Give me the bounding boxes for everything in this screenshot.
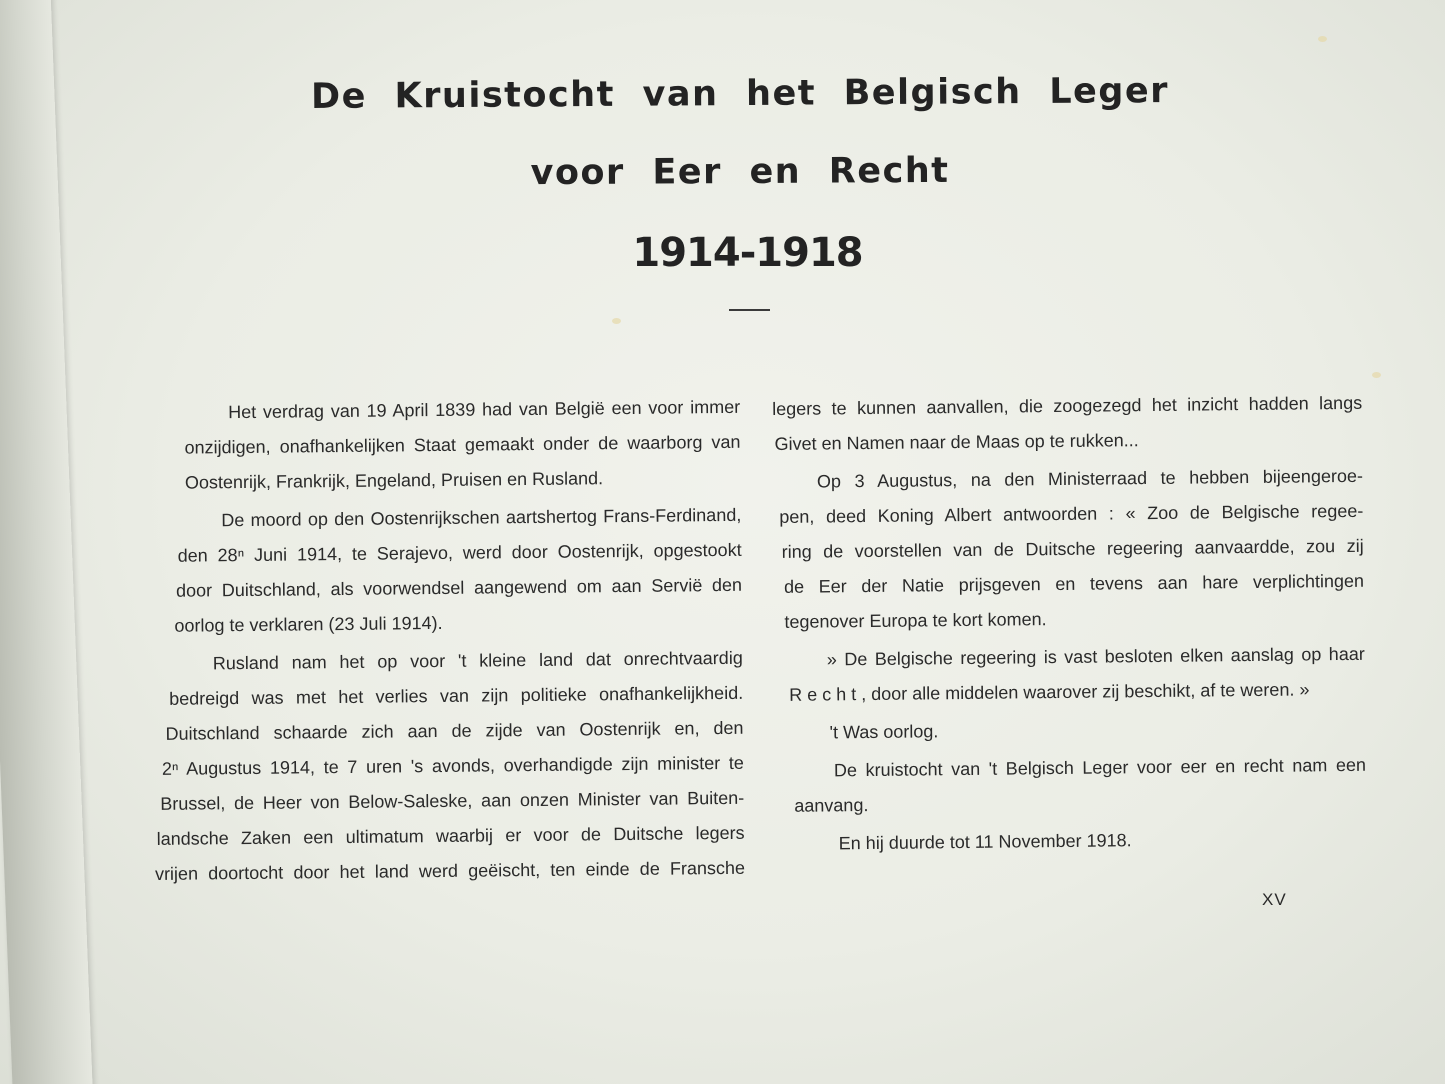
title-years: 1914-1918 xyxy=(632,230,863,276)
page-number: XV xyxy=(1262,890,1287,909)
text-line: De kruistocht van 't Belgisch Leger voor eer en recht nam een xyxy=(833,754,1367,781)
text-line: Op 3 Augustus, na den Ministerraad te hebben bijeengeroe- xyxy=(816,465,1364,492)
paper-stain xyxy=(612,318,621,324)
text-line: En hij duurde tot 11 November 1918. xyxy=(838,830,1132,854)
text-line: door Duitschland, als voorwendsel aangewend om aan Servië den xyxy=(175,574,743,601)
title-line-1: De Kruistocht van het Belgisch Leger xyxy=(310,71,1170,117)
text-line: vrijen doortocht door het land werd geëischt, ten einde de Fransche xyxy=(154,857,746,884)
text-line: Rusland nam het op voor 't kleine land dat onrechtvaardig xyxy=(212,647,743,674)
paper-stain xyxy=(1318,36,1327,42)
text-line: De moord op den Oostenrijkschen aartshertog Frans-Ferdinand, xyxy=(221,504,742,531)
text-line: onzijdigen, onafhankelijken Staat gemaakt onder de waarborg van xyxy=(184,431,741,458)
text-line: de Eer der Natie prijsgeven en tevens aan hare verplichtingen xyxy=(783,570,1365,597)
text-line: Duitschland schaarde zich aan de zijde van Oostenrijk en, den xyxy=(165,717,744,744)
text-line: landsche Zaken een ultimatum waarbij er voor de Duitsche legers xyxy=(156,822,745,849)
right-column xyxy=(772,386,1367,862)
text-line: 't Was oorlog. xyxy=(829,721,939,743)
text-line: bedreigd was met het verlies van zijn politieke onafhankelijkheid. xyxy=(169,682,744,709)
text-line: aanvang. xyxy=(794,795,869,816)
text-line: tegenover Europa te kort komen. xyxy=(784,609,1047,632)
text-line: pen, deed Koning Albert antwoorden : « Zoo de Belgische regee- xyxy=(779,500,1364,527)
left-column xyxy=(150,390,745,892)
book-page-edge xyxy=(0,0,96,1084)
emphasis-recht: Recht xyxy=(789,684,862,705)
text-line: Givet en Namen naar de Maas op te rukken... xyxy=(774,430,1139,454)
title-rule xyxy=(729,309,770,311)
text-line: Oostenrijk, Frankrijk, Engeland, Pruisen en Rusland. xyxy=(184,468,604,493)
text-fragment: , door alle middelen waarover zij beschikt, af te weren. » xyxy=(861,679,1310,705)
text-line: Het verdrag van 19 April 1839 had van België een voor immer xyxy=(228,396,741,423)
text-line: » De Belgische regeering is vast besloten elken aanslag op haar xyxy=(826,643,1365,670)
text-line: Brussel, de Heer von Below-Saleske, aan onzen Minister van Buiten- xyxy=(160,787,745,814)
text-line: oorlog te verklaren (23 Juli 1914). xyxy=(174,612,443,636)
text-line: ring de voorstellen van de Duitsche regeering aanvaardde, zou zij xyxy=(781,535,1364,562)
text-line-recht xyxy=(775,672,1365,713)
paper-stain xyxy=(1372,372,1381,378)
text-line: legers te kunnen aanvallen, die zoogezegd het inzicht hadden langs xyxy=(772,392,1363,419)
text-line: 2ⁿ Augustus 1914, te 7 uren 's avonds, overhandigde zijn minister te xyxy=(161,752,744,779)
title-line-2: voor Eer en Recht xyxy=(530,150,950,194)
text-line: den 28ⁿ Juni 1914, te Serajevo, werd door Oostenrijk, opgestookt xyxy=(177,539,742,566)
